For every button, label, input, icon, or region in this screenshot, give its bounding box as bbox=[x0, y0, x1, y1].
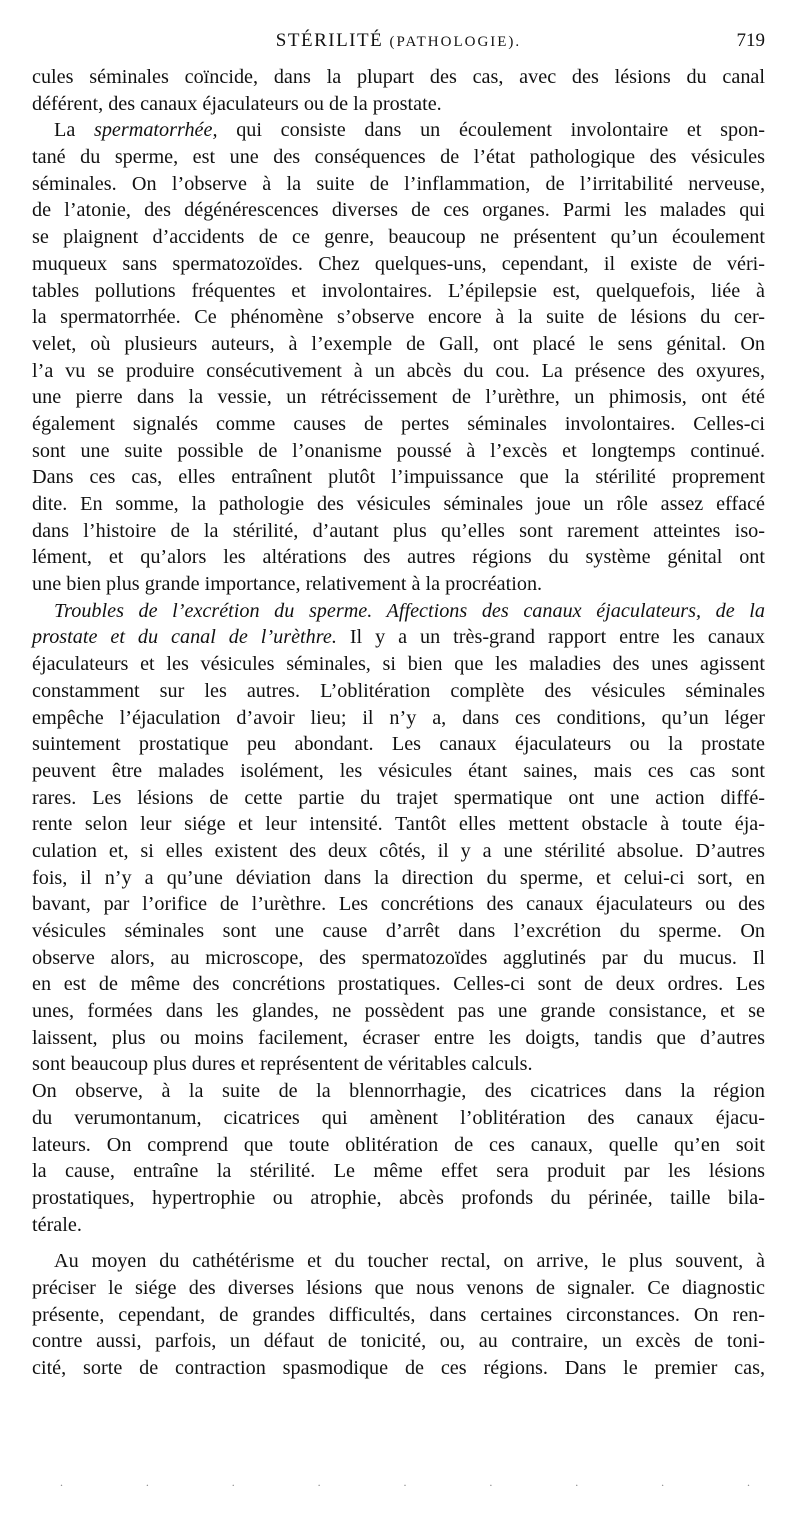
paragraph-5 bbox=[32, 1248, 765, 1381]
text-line: présente, cependant, de grandes difficultés, dans certaines circonstances. On ren- bbox=[32, 1303, 765, 1326]
speck: . bbox=[231, 1475, 235, 1489]
text-line: tané du sperme, est une des conséquences de l’état pathologique des vésicules bbox=[32, 146, 765, 169]
paragraph-3 bbox=[32, 598, 765, 1078]
text-line: tables pollutions fréquentes et involontaires. L’épilepsie est, quelquefois, liée à bbox=[32, 279, 765, 302]
text-line: culation et, si elles existent des deux côtés, il y a une stérilité absolue. D’autres bbox=[32, 839, 765, 862]
text-line: contre aussi, parfois, un défaut de tonicité, ou, au contraire, un excès de toni- bbox=[32, 1330, 765, 1353]
text-line: velet, où plusieurs auteurs, à l’exemple de Gall, ont placé le sens génital. On bbox=[32, 332, 765, 355]
text-line: séminales. On l’observe à la suite de l’inflammation, de l’irritabilité nerveuse, bbox=[32, 172, 765, 195]
page-number: 719 bbox=[736, 30, 765, 51]
text-line: éjaculateurs et les vésicules séminales, si bien que les maladies des unes agissent bbox=[32, 653, 765, 676]
section-heading-italic: prostate et du canal de l’urèthre. bbox=[32, 626, 337, 649]
speck: . bbox=[145, 1475, 149, 1489]
text-line: vésicules séminales sont une cause d’arrêt dans l’excrétion du sperme. On bbox=[32, 920, 765, 942]
paragraph-4 bbox=[32, 1078, 765, 1238]
text-line: laissent, plus ou moins facilement, écraser entre les doigts, tandis que d’autres bbox=[32, 1026, 765, 1049]
text-line: de l’atonie, des dégénérescences diverses de ces organes. Parmi les malades qui bbox=[32, 199, 765, 222]
running-title-sub: (PATHOLOGIE). bbox=[389, 34, 522, 50]
running-header bbox=[32, 30, 765, 60]
text-line: la cause, entraîne la stérilité. Le même effet sera produit par les lésions bbox=[32, 1160, 765, 1183]
text-line: unes, formées dans les glandes, ne possèdent pas une grande consistance, et se bbox=[32, 1000, 765, 1023]
text-line: déférent, des canaux éjaculateurs ou de la prostate. bbox=[32, 92, 442, 115]
text-line: rente selon leur siége et leur intensité. Tantôt elles mettent obstacle à toute éja- bbox=[32, 813, 765, 836]
text-line: Dans ces cas, elles entraînent plutôt l’impuissance que la stérilité proprement bbox=[32, 466, 765, 489]
text-span: La bbox=[54, 119, 94, 142]
text-line: Au moyen du cathétérisme et du toucher rectal, on arrive, le plus souvent, à bbox=[54, 1250, 765, 1273]
scan-specks bbox=[60, 1475, 750, 1490]
text-line: en est de même des concrétions prostatiques. Celles-ci sont de deux ordres. Les bbox=[32, 973, 765, 996]
text-line: l’a vu se produire consécutivement à un abcès du cou. La présence des oxyures, bbox=[32, 359, 765, 382]
italic-term: spermatorrhée, bbox=[93, 119, 218, 142]
text-line: dans l’histoire de la stérilité, d’autant plus qu’elles sont rarement atteintes iso- bbox=[32, 519, 765, 542]
text-line: une pierre dans la vessie, un rétrécissement de l’urèthre, un phimosis, ont été bbox=[32, 386, 765, 409]
text-line: sont beaucoup plus dures et représentent de véritables calculs. bbox=[32, 1053, 533, 1076]
text-line: se plaignent d’accidents de ce genre, beaucoup ne présentent qu’un écoulement bbox=[32, 226, 765, 249]
paragraph-gap bbox=[32, 1238, 765, 1248]
text-line: fois, il n’y a qu’une déviation dans la direction du sperme, et celui-ci sort, en bbox=[32, 866, 765, 889]
body-text bbox=[32, 64, 765, 1382]
text-line: empêche l’éjaculation d’avoir lieu; il n’y a, dans ces conditions, qu’un léger bbox=[32, 706, 765, 729]
text-line: sont une suite possible de l’onanisme poussé à l’excès et longtemps continué. bbox=[32, 439, 765, 462]
speck: . bbox=[575, 1475, 579, 1489]
text-line bbox=[32, 117, 765, 144]
text-line: peuvent être malades isolément, les vésicules étant saines, mais ces cas sont bbox=[32, 759, 765, 782]
speck: . bbox=[661, 1475, 665, 1489]
text-line: la spermatorrhée. Ce phénomène s’observe encore à la suite de lésions du cer- bbox=[32, 306, 765, 329]
text-line: également signalés comme causes de pertes séminales involontaires. Celles-ci bbox=[32, 412, 765, 435]
text-line: du verumontanum, cicatrices qui amènent l’oblitération des canaux éjacu- bbox=[32, 1106, 765, 1129]
running-title-main: STÉRILITÉ bbox=[275, 30, 384, 51]
speck: . bbox=[403, 1475, 407, 1489]
text-line: dite. En somme, la pathologie des vésicules séminales joue un rôle assez effacé bbox=[32, 493, 765, 515]
text-line: lateurs. On comprend que toute oblitération de ces canaux, quelle qu’en soit bbox=[32, 1133, 765, 1156]
text-line: une bien plus grande importance, relativement à la procréation. bbox=[32, 573, 543, 596]
text-line: prostatiques, hypertrophie ou atrophie, abcès profonds du périnée, taille bila- bbox=[32, 1186, 765, 1209]
text-line bbox=[32, 624, 765, 651]
text-line: lément, et qu’alors les altérations des autres régions du système génital ont bbox=[32, 546, 765, 569]
text-line: muqueux sans spermatozoïdes. Chez quelques-uns, cependant, il existe de véri- bbox=[32, 252, 765, 275]
speck: . bbox=[747, 1475, 750, 1489]
paragraph-1 bbox=[32, 64, 765, 117]
text-line: préciser le siége des diverses lésions que nous venons de signaler. Ce diagnostic bbox=[32, 1276, 765, 1299]
running-title bbox=[32, 30, 765, 52]
text-line bbox=[32, 598, 765, 625]
text-line: cité, sorte de contraction spasmodique de ces régions. Dans le premier cas, bbox=[32, 1357, 765, 1379]
speck: . bbox=[489, 1475, 493, 1489]
speck: . bbox=[317, 1475, 321, 1489]
text-line: suintement prostatique peu abondant. Les canaux éjaculateurs ou la prostate bbox=[32, 733, 765, 756]
speck: . bbox=[60, 1475, 63, 1489]
text-line: rares. Les lésions de cette partie du trajet spermatique ont une action diffé- bbox=[32, 786, 765, 809]
text-line: On observe, à la suite de la blennorrhagie, des cicatrices dans la région bbox=[32, 1080, 765, 1103]
text-line: cules séminales coïncide, dans la plupart des cas, avec des lésions du canal bbox=[32, 66, 765, 88]
section-heading-italic: Troubles de l’excrétion du sperme. Affections des canaux éjaculateurs, de la bbox=[54, 599, 765, 622]
text-span: qui consiste dans un écoulement involontaire et spon- bbox=[217, 119, 765, 142]
text-line: observe alors, au microscope, des spermatozoïdes agglutinés par du mucus. Il bbox=[32, 946, 765, 969]
paragraph-2 bbox=[32, 117, 765, 597]
text-line: bavant, par l’orifice de l’urèthre. Les concrétions des canaux éjaculateurs ou des bbox=[32, 893, 765, 916]
text-span: Il y a un très-grand rapport entre les canaux bbox=[336, 626, 766, 649]
text-line: constamment sur les autres. L’oblitération complète des vésicules séminales bbox=[32, 679, 765, 702]
text-line: térale. bbox=[32, 1213, 82, 1236]
